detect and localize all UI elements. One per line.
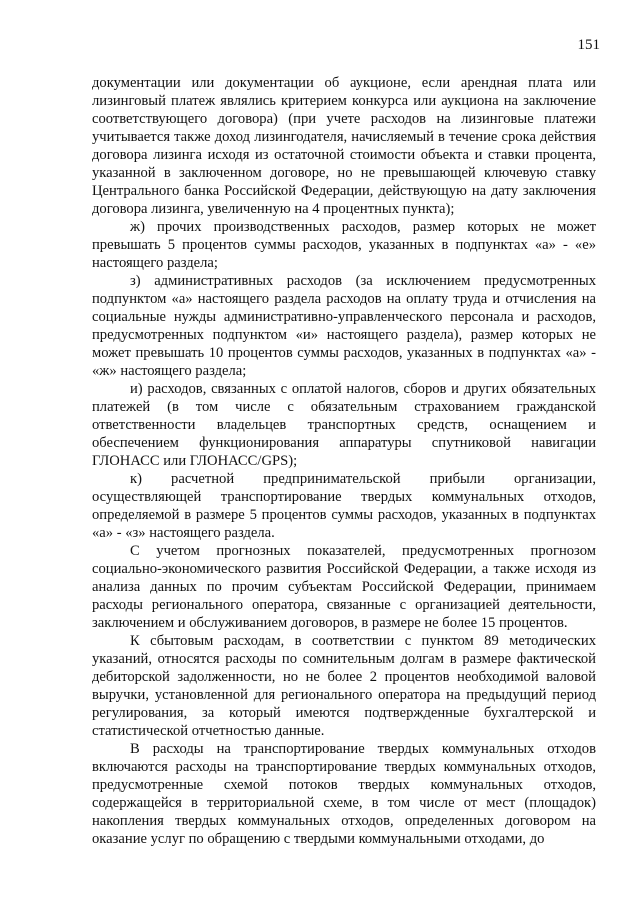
paragraph-item-z: з) административных расходов (за исключением предусмотренных подпунктом «а» настоящего раздела расходов на оплату труда и отчисления на социальные нужды административно-управленческого персонала и расходов, предусмотренных подпунктом «и» настоящего раздела), размер которых не может превышать 10 процентов суммы расходов, указанных в подпунктах «а» - «ж» настоящего раздела; — [92, 273, 596, 379]
paragraph-transport-costs: В расходы на транспортирование твердых коммунальных отходов включаются расходы на транспортирование твердых коммунальных отходов, предусмотренные схемой потоков твердых коммунальных отходов, содержащейся в территориальной схеме, в том числе от мест (площадок) накопления твердых коммунальных отходов, определенных договором на оказание услуг по обращению с твердыми коммунальными отходами, до — [92, 741, 596, 847]
paragraph-item-i: и) расходов, связанных с оплатой налогов, сборов и других обязательных платежей (в том числе с обязательным страхованием гражданской ответственности владельцев транспортных средств, оснащением и обеспечением функционирования аппаратуры спутниковой навигации ГЛОНАСС или ГЛОНАСС/GPS); — [92, 381, 596, 469]
paragraph-item-k: к) расчетной предпринимательской прибыли организации, осуществляющей транспортирование твердых коммунальных отходов, определяемой в размере 5 процентов суммы расходов, указанных в подпунктах «а» - «з» настоящего раздела. — [92, 471, 596, 541]
paragraph-sales-costs: К сбытовым расходам, в соответствии с пунктом 89 методических указаний, относятся расходы по сомнительным долгам в размере фактической дебиторской задолженности, но не более 2 процентов необходимой валовой выручки, установленной для регионального оператора на предыдущий период регулирования, за который имеются подтвержденные бухгалтерской и статистической отчетностью данные. — [92, 633, 596, 739]
page-number: 151 — [577, 37, 600, 53]
paragraph-continuation: документации или документации об аукционе, если арендная плата или лизинговый платеж являлись критерием конкурса или аукциона на заключение соответствующего договора) (при учете расходов на лизинговые платежи учитывается также доход лизингодателя, начисляемый в течение срока действия договора лизинга исходя из остаточной стоимости объекта и ставки процента, указанной в заключенном договоре, но не превышающей ключевую ставку Центрального банка Российской Федерации, действующую на дату заключения договора лизинга, увеличенную на 4 процентных пункта); — [92, 75, 596, 217]
paragraph-forecast: С учетом прогнозных показателей, предусмотренных прогнозом социально-экономического развития Российской Федерации, а также исходя из анализа данных по прочим субъектам Российской Федерации, принимаем расходы регионального оператора, связанные с организацией деятельности, заключением и обслуживанием договоров, в размере не более 15 процентов. — [92, 543, 596, 631]
paragraph-item-zh: ж) прочих производственных расходов, размер которых не может превышать 5 процентов суммы расходов, указанных в подпунктах «а» - «е» настоящего раздела; — [92, 219, 596, 271]
document-body — [92, 74, 596, 848]
